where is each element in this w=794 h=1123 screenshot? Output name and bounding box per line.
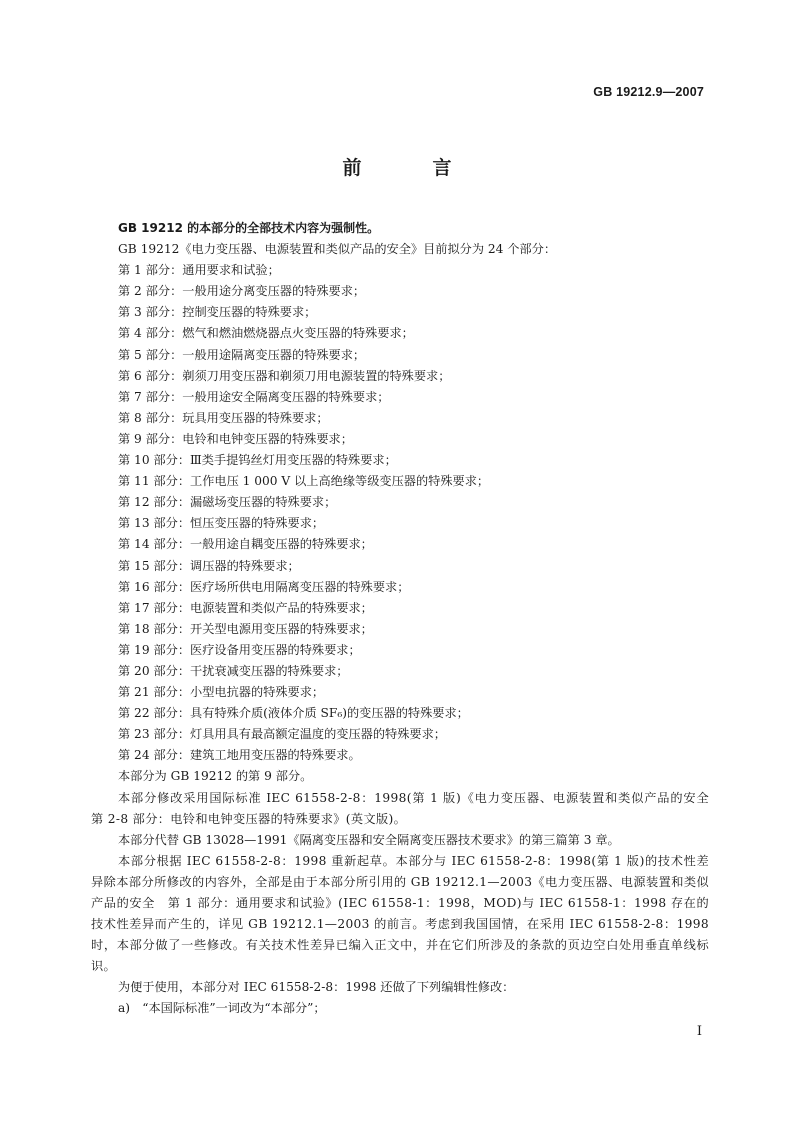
part-list-item: 第 6 部分：剃须刀用变压器和剃须刀用电源装置的特殊要求； bbox=[118, 368, 451, 383]
paragraph-technical-differences: 本部分根据 IEC 61558-2-8：1998 重新起草。本部分与 IEC 61558-2-8：1998(第 1 版)的技术性差异除本部分所修改的内容外，全部是由于本部分所引用的 GB 19212.1—2003《电力变压器、电源装置和类似产品的安全 第 1 部分：通用要求和试验》(IEC 61558-1：1998，MOD)与 IEC 61558-1：1998 存在的技术性差异而产生的，详见 GB 19212.1—2003 的前言。考虑到我国国情，在采用 IEC 61558-2-8：1998 时，本部分做了一些修改。有关技术性差异已编入正文中，并在它们所涉及的条款的页边空白处用垂直单线标识。 bbox=[91, 853, 709, 974]
part-list-item: 第 18 部分：开关型电源用变压器的特殊要求； bbox=[118, 621, 373, 636]
part-list-item: 第 23 部分：灯具用具有最高额定温度的变压器的特殊要求； bbox=[118, 727, 446, 742]
part-list-item: 第 7 部分：一般用途安全隔离变压器的特殊要求； bbox=[118, 389, 390, 404]
part-list-item: 第 3 部分：控制变压器的特殊要求； bbox=[118, 305, 317, 320]
part-list-item: 第 8 部分：玩具用变压器的特殊要求； bbox=[118, 410, 329, 425]
part-list-item: 第 15 部分：调压器的特殊要求； bbox=[118, 558, 300, 573]
part-list-item: 第 4 部分：燃气和燃油燃烧器点火变压器的特殊要求； bbox=[118, 326, 414, 341]
part-list-item: 第 16 部分：医疗场所供电用隔离变压器的特殊要求； bbox=[118, 579, 410, 594]
part-list-item: 第 5 部分：一般用途隔离变压器的特殊要求； bbox=[118, 347, 366, 362]
part-list-item: 第 12 部分：漏磁场变压器的特殊要求； bbox=[118, 495, 337, 510]
list-item-a: a) “本国际标准”一词改为“本部分”； bbox=[118, 1001, 326, 1016]
part-list-item: 第 17 部分：电源装置和类似产品的特殊要求； bbox=[118, 600, 373, 615]
paragraph-adoption: 本部分修改采用国际标准 IEC 61558-2-8：1998(第 1 版)《电力变压器、电源装置和类似产品的安全 第 2-8 部分：电铃和电钟变压器的特殊要求》(英文版)。 bbox=[91, 790, 722, 826]
part-list-item: 第 21 部分：小型电抗器的特殊要求； bbox=[118, 685, 325, 700]
part-list-item: 第 22 部分：具有特殊介质(液体介质 SF₆)的变压器的特殊要求； bbox=[118, 706, 469, 721]
paragraph-editorial-changes: 为便于使用，本部分对 IEC 61558-2-8：1998 还做了下列编辑性修改： bbox=[118, 980, 515, 995]
part-list-item: 第 10 部分：Ⅲ类手提钨丝灯用变压器的特殊要求； bbox=[118, 453, 397, 468]
part-list-item: 第 2 部分：一般用途分离变压器的特殊要求； bbox=[118, 284, 366, 299]
paragraph-replacement: 本部分代替 GB 13028—1991《隔离变压器和安全隔离变压器技术要求》的第三篇第 3 章。 bbox=[118, 832, 620, 847]
part-list-item: 第 9 部分：电铃和电钟变压器的特殊要求； bbox=[118, 431, 353, 446]
document-body bbox=[91, 218, 722, 1020]
part-list-item: 第 14 部分：一般用途自耦变压器的特殊要求； bbox=[118, 537, 373, 552]
page-number: I bbox=[696, 1024, 702, 1039]
parts-list bbox=[91, 260, 709, 766]
paragraph-part-number: 本部分为 GB 19212 的第 9 部分。 bbox=[118, 769, 313, 784]
part-list-item: 第 11 部分：工作电压 1 000 V 以上高绝缘等级变压器的特殊要求； bbox=[118, 474, 490, 489]
part-list-item: 第 13 部分：恒压变压器的特殊要求； bbox=[118, 516, 325, 531]
page-title: 前 言 bbox=[342, 157, 478, 179]
part-list-item: 第 1 部分：通用要求和试验； bbox=[118, 263, 280, 278]
mandatory-statement: GB 19212 的本部分的全部技术内容为强制性。 bbox=[118, 221, 380, 235]
part-list-item: 第 20 部分：干扰衰减变压器的特殊要求； bbox=[118, 663, 349, 678]
series-overview: GB 19212《电力变压器、电源装置和类似产品的安全》目前拟分为 24 个部分： bbox=[118, 242, 557, 257]
part-list-item: 第 19 部分：医疗设备用变压器的特殊要求； bbox=[118, 642, 361, 657]
standard-code: GB 19212.9—2007 bbox=[593, 85, 704, 99]
part-list-item: 第 24 部分：建筑工地用变压器的特殊要求。 bbox=[118, 748, 361, 763]
